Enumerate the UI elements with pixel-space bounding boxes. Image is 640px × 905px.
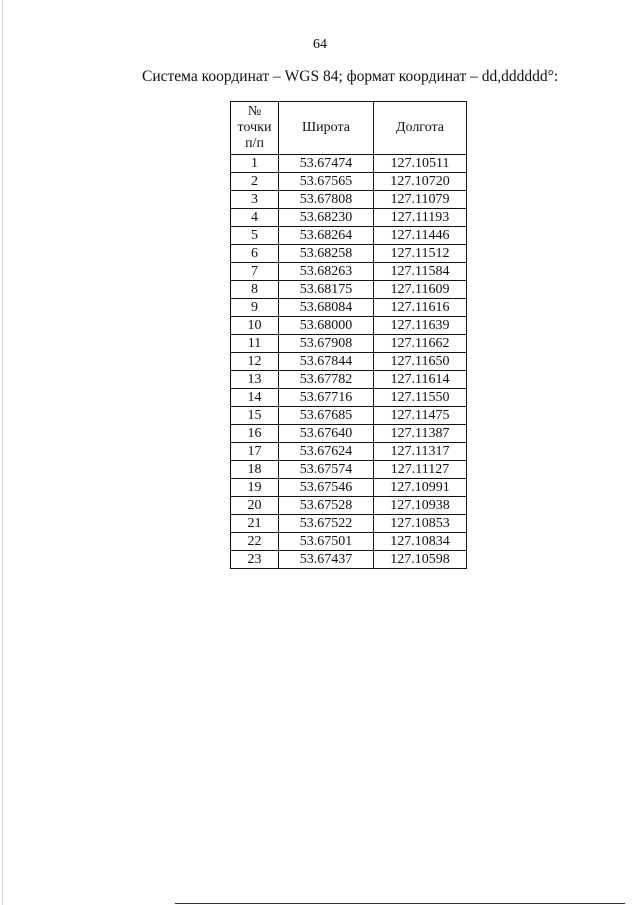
table-row [231, 155, 467, 173]
coordinate-system-heading: Система координат – WGS 84; формат координат – dd,dddddd°: [142, 68, 559, 85]
table-row [231, 209, 467, 227]
longitude-cell: 127.11193 [374, 209, 467, 227]
longitude-cell: 127.11127 [374, 461, 467, 479]
table-row [231, 227, 467, 245]
point-number-cell: 4 [231, 209, 279, 227]
table-row [231, 263, 467, 281]
longitude-cell: 127.11317 [374, 443, 467, 461]
latitude-cell: 53.68258 [279, 245, 374, 263]
latitude-cell: 53.67474 [279, 155, 374, 173]
table-row [231, 353, 467, 371]
longitude-cell: 127.10720 [374, 173, 467, 191]
longitude-cell: 127.10598 [374, 551, 467, 569]
latitude-cell: 53.67808 [279, 191, 374, 209]
table-row [231, 443, 467, 461]
point-number-cell: 14 [231, 389, 279, 407]
longitude-cell: 127.11650 [374, 353, 467, 371]
longitude-cell: 127.10511 [374, 155, 467, 173]
latitude-cell: 53.67546 [279, 479, 374, 497]
table-row [231, 515, 467, 533]
table-row [231, 317, 467, 335]
table-row [231, 479, 467, 497]
latitude-cell: 53.67501 [279, 533, 374, 551]
longitude-cell: 127.11639 [374, 317, 467, 335]
table-row [231, 425, 467, 443]
table-row [231, 371, 467, 389]
latitude-cell: 53.67716 [279, 389, 374, 407]
latitude-cell: 53.67522 [279, 515, 374, 533]
point-number-cell: 7 [231, 263, 279, 281]
point-number-cell: 12 [231, 353, 279, 371]
longitude-cell: 127.11387 [374, 425, 467, 443]
point-number-cell: 11 [231, 335, 279, 353]
latitude-cell: 53.68264 [279, 227, 374, 245]
longitude-cell: 127.10834 [374, 533, 467, 551]
scan-edge-line [2, 0, 3, 905]
table-header-row [231, 102, 467, 155]
longitude-cell: 127.11662 [374, 335, 467, 353]
latitude-cell: 53.68084 [279, 299, 374, 317]
latitude-cell: 53.67624 [279, 443, 374, 461]
table-body [231, 155, 467, 569]
latitude-cell: 53.68000 [279, 317, 374, 335]
header-latitude: Широта [279, 102, 374, 155]
latitude-cell: 53.68230 [279, 209, 374, 227]
point-number-cell: 3 [231, 191, 279, 209]
point-number-cell: 22 [231, 533, 279, 551]
point-number-cell: 10 [231, 317, 279, 335]
point-number-cell: 5 [231, 227, 279, 245]
bottom-rule [175, 903, 625, 904]
longitude-cell: 127.11614 [374, 371, 467, 389]
point-number-cell: 2 [231, 173, 279, 191]
table-row [231, 281, 467, 299]
longitude-cell: 127.11584 [374, 263, 467, 281]
latitude-cell: 53.67782 [279, 371, 374, 389]
table-row [231, 497, 467, 515]
point-number-cell: 19 [231, 479, 279, 497]
page-number: 64 [313, 37, 327, 52]
longitude-cell: 127.10938 [374, 497, 467, 515]
table-row [231, 173, 467, 191]
table-row [231, 335, 467, 353]
latitude-cell: 53.67844 [279, 353, 374, 371]
point-number-cell: 9 [231, 299, 279, 317]
longitude-cell: 127.10853 [374, 515, 467, 533]
latitude-cell: 53.67574 [279, 461, 374, 479]
point-number-cell: 16 [231, 425, 279, 443]
point-number-cell: 15 [231, 407, 279, 425]
longitude-cell: 127.11616 [374, 299, 467, 317]
table-row [231, 299, 467, 317]
header-ordinal-abbrev: п/п [245, 136, 264, 151]
latitude-cell: 53.67528 [279, 497, 374, 515]
longitude-cell: 127.10991 [374, 479, 467, 497]
latitude-cell: 53.67437 [279, 551, 374, 569]
table-row [231, 245, 467, 263]
header-point-number [231, 102, 279, 155]
point-number-cell: 20 [231, 497, 279, 515]
longitude-cell: 127.11475 [374, 407, 467, 425]
latitude-cell: 53.67640 [279, 425, 374, 443]
point-number-cell: 23 [231, 551, 279, 569]
longitude-cell: 127.11079 [374, 191, 467, 209]
longitude-cell: 127.11446 [374, 227, 467, 245]
latitude-cell: 53.67565 [279, 173, 374, 191]
point-number-cell: 21 [231, 515, 279, 533]
point-number-cell: 17 [231, 443, 279, 461]
point-number-cell: 18 [231, 461, 279, 479]
table-row [231, 389, 467, 407]
latitude-cell: 53.67685 [279, 407, 374, 425]
point-number-cell: 8 [231, 281, 279, 299]
header-longitude: Долгота [374, 102, 467, 155]
coordinates-table [230, 101, 467, 569]
point-number-cell: 1 [231, 155, 279, 173]
header-number-sign: № [247, 104, 262, 119]
table-row [231, 407, 467, 425]
latitude-cell: 53.68263 [279, 263, 374, 281]
longitude-cell: 127.11609 [374, 281, 467, 299]
table-row [231, 191, 467, 209]
table-row [231, 461, 467, 479]
table-row [231, 551, 467, 569]
latitude-cell: 53.67908 [279, 335, 374, 353]
latitude-cell: 53.68175 [279, 281, 374, 299]
table-row [231, 533, 467, 551]
point-number-cell: 13 [231, 371, 279, 389]
point-number-cell: 6 [231, 245, 279, 263]
longitude-cell: 127.11512 [374, 245, 467, 263]
header-point-word: точки [237, 120, 272, 135]
longitude-cell: 127.11550 [374, 389, 467, 407]
